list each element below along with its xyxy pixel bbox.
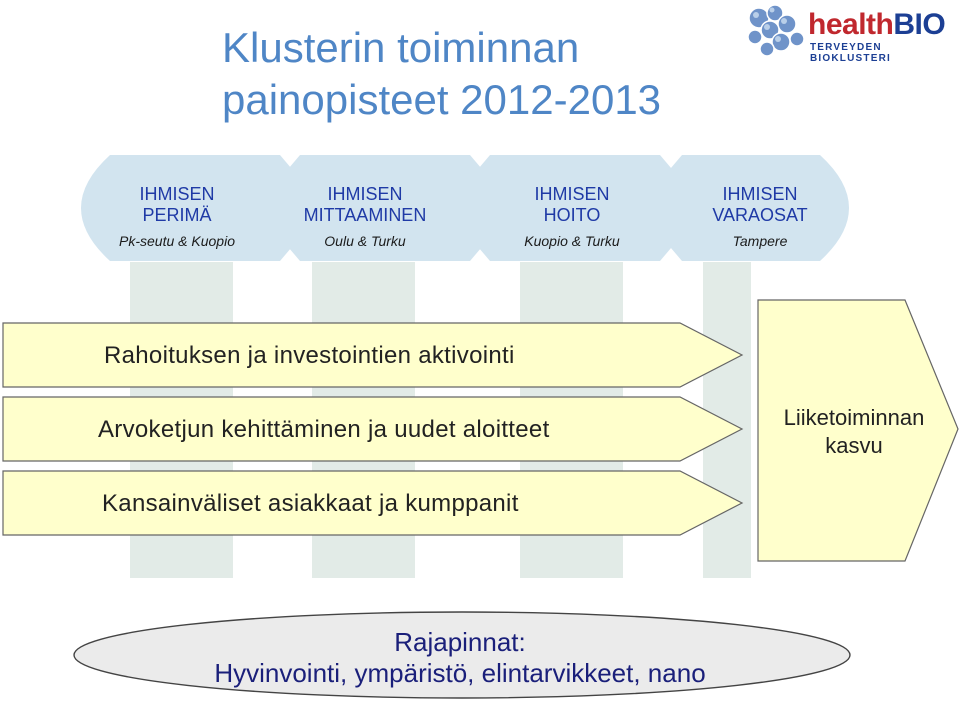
focus-area-varaosat: [680, 184, 840, 249]
logo-bio: BIO: [893, 8, 946, 41]
focus-area-mittaaminen: [285, 184, 445, 249]
focus-area-location: Tampere: [732, 233, 788, 249]
action-label-3: Kansainväliset asiakkaat ja kumppanit: [102, 490, 519, 517]
action-label-2: Arvoketjun kehittäminen ja uudet aloitteet: [98, 416, 550, 443]
focus-area-location: Pk-seutu & Kuopio: [119, 233, 235, 249]
focus-area-line1: IHMISEN: [534, 184, 610, 204]
title-line-2: painopisteet 2012-2013: [222, 76, 662, 123]
focus-area-line2: PERIMÄ: [142, 205, 212, 225]
result-line1: Liiketoiminnan: [783, 405, 925, 430]
boundary-line1: Rajapinnat:: [394, 627, 526, 657]
focus-area-line2: VARAOSAT: [712, 205, 808, 225]
boundary-label: [120, 627, 800, 689]
logo-health: health: [808, 8, 894, 41]
logo-subtitle: TERVEYDEN BIOKLUSTERI: [810, 42, 891, 64]
focus-area-hoito: [492, 184, 652, 249]
focus-area-location: Oulu & Turku: [324, 233, 406, 249]
action-label-1: Rahoituksen ja investointien aktivointi: [104, 342, 515, 369]
result-line2: kasvu: [825, 433, 883, 458]
focus-area-line2: HOITO: [543, 205, 601, 225]
focus-area-location: Kuopio & Turku: [524, 233, 620, 249]
focus-area-line1: IHMISEN: [139, 184, 215, 204]
focus-area-perima: [92, 184, 262, 249]
boundary-line2: Hyvinvointi, ympäristö, elintarvikkeet, nano: [214, 658, 706, 688]
focus-area-line1: IHMISEN: [327, 184, 403, 204]
focus-area-line1: IHMISEN: [722, 184, 798, 204]
title-line-1: Klusterin toiminnan: [222, 24, 580, 71]
result-label: [760, 404, 948, 460]
focus-area-line2: MITTAAMINEN: [303, 205, 427, 225]
